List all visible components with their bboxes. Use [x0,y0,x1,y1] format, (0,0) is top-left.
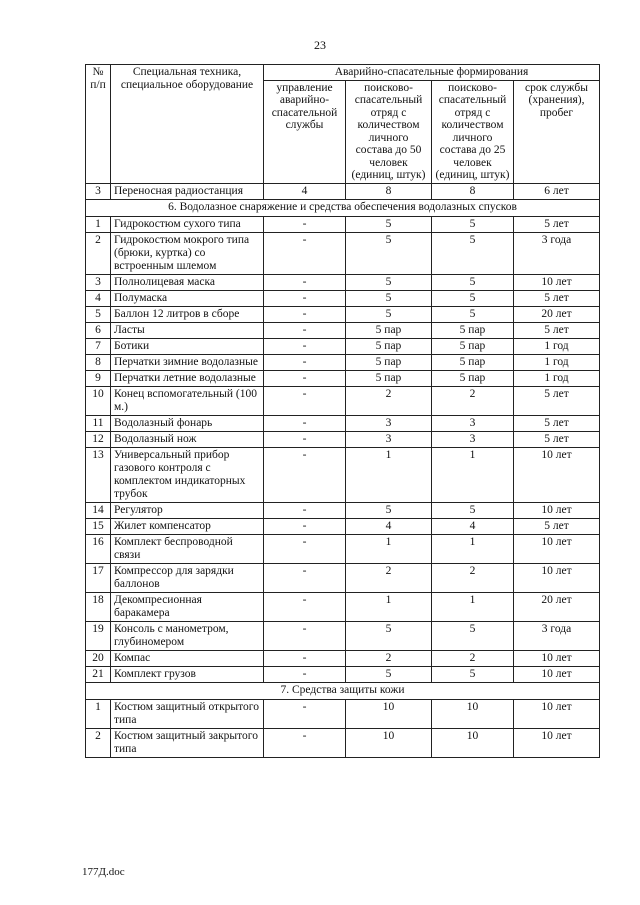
row-number: 10 [86,386,111,415]
value-team-50: 1 [346,447,432,502]
table-row [86,592,600,621]
value-management: - [264,232,346,274]
table-row [86,216,600,232]
header-name: Специальная техника, специальное оборудование [111,65,264,184]
value-team-50: 3 [346,415,432,431]
value-team-50: 1 [346,534,432,563]
item-name: Полнолицевая маска [111,274,264,290]
row-number: 1 [86,699,111,728]
table-row [86,322,600,338]
value-management: - [264,431,346,447]
row-number: 20 [86,650,111,666]
value-team-50: 5 [346,666,432,682]
table-row [86,502,600,518]
section-title: 7. Средства защиты кожи [86,682,600,699]
value-team-50: 5 [346,216,432,232]
table-row [86,183,600,199]
value-team-50: 5 пар [346,338,432,354]
value-team-25: 10 [432,728,514,757]
value-team-25: 5 [432,502,514,518]
service-life: 10 лет [514,666,600,682]
value-team-25: 8 [432,183,514,199]
item-name: Регулятор [111,502,264,518]
value-team-50: 5 [346,502,432,518]
row-number: 1 [86,216,111,232]
row-number: 18 [86,592,111,621]
item-name: Костюм защитный закрытого типа [111,728,264,757]
equipment-table [85,64,600,758]
service-life: 10 лет [514,650,600,666]
value-management: 4 [264,183,346,199]
value-team-25: 5 пар [432,370,514,386]
header-group: Аварийно-спасательные формирования [264,65,600,81]
service-life: 10 лет [514,534,600,563]
table-row [86,534,600,563]
header-num: № п/п [86,65,111,184]
value-management: - [264,338,346,354]
value-team-25: 3 [432,415,514,431]
value-management: - [264,370,346,386]
row-number: 16 [86,534,111,563]
value-team-50: 10 [346,699,432,728]
value-management: - [264,306,346,322]
service-life: 5 лет [514,415,600,431]
item-name: Водолазный нож [111,431,264,447]
item-name: Полумаска [111,290,264,306]
service-life: 10 лет [514,728,600,757]
value-team-25: 5 [432,216,514,232]
row-number: 5 [86,306,111,322]
section-row [86,199,600,216]
row-number: 7 [86,338,111,354]
service-life: 10 лет [514,447,600,502]
table-row [86,447,600,502]
value-team-25: 5 [432,274,514,290]
value-team-25: 5 [432,306,514,322]
table-body [86,183,600,757]
item-name: Баллон 12 литров в сборе [111,306,264,322]
item-name: Переносная радиостанция [111,183,264,199]
table-row [86,666,600,682]
value-team-50: 5 [346,274,432,290]
service-life: 10 лет [514,274,600,290]
item-name: Гидрокостюм мокрого типа (брюки, куртка) со встроенным шлемом [111,232,264,274]
table-row [86,518,600,534]
service-life: 6 лет [514,183,600,199]
value-team-25: 1 [432,447,514,502]
value-management: - [264,650,346,666]
item-name: Компас [111,650,264,666]
row-number: 13 [86,447,111,502]
service-life: 10 лет [514,502,600,518]
value-team-25: 2 [432,650,514,666]
value-management: - [264,274,346,290]
value-team-25: 3 [432,431,514,447]
value-management: - [264,563,346,592]
value-team-50: 2 [346,563,432,592]
item-name: Гидрокостюм сухого типа [111,216,264,232]
header-col3: поисково-спасательный отряд с количеством личного состава до 25 человек (единиц, штук) [432,80,514,183]
service-life: 10 лет [514,699,600,728]
value-team-50: 3 [346,431,432,447]
value-management: - [264,592,346,621]
table-row [86,563,600,592]
service-life: 5 лет [514,386,600,415]
page-number: 23 [314,38,326,52]
section-row [86,682,600,699]
value-team-25: 2 [432,563,514,592]
header-col4: срок службы (хранения), пробег [514,80,600,183]
table-row [86,415,600,431]
value-team-50: 5 [346,621,432,650]
service-life: 3 года [514,621,600,650]
item-name: Декомпресионная баракамера [111,592,264,621]
service-life: 1 год [514,370,600,386]
item-name: Ласты [111,322,264,338]
value-team-50: 4 [346,518,432,534]
item-name: Конец вспомогательный (100 м.) [111,386,264,415]
row-number: 17 [86,563,111,592]
row-number: 2 [86,728,111,757]
value-management: - [264,386,346,415]
item-name: Компрессор для зарядки баллонов [111,563,264,592]
value-management: - [264,666,346,682]
table-row [86,370,600,386]
table-row [86,306,600,322]
value-team-25: 10 [432,699,514,728]
value-team-50: 5 пар [346,322,432,338]
value-team-50: 2 [346,650,432,666]
value-team-50: 5 [346,306,432,322]
value-management: - [264,502,346,518]
value-team-25: 5 пар [432,354,514,370]
table-row [86,386,600,415]
value-team-25: 5 пар [432,338,514,354]
value-management: - [264,216,346,232]
table-row [86,699,600,728]
value-team-25: 5 [432,666,514,682]
item-name: Жилет компенсатор [111,518,264,534]
value-team-50: 5 [346,232,432,274]
service-life: 20 лет [514,306,600,322]
service-life: 5 лет [514,290,600,306]
table-row [86,274,600,290]
header-col1: управление аварийно-спасательной службы [264,80,346,183]
value-management: - [264,534,346,563]
section-title: 6. Водолазное снаряжение и средства обеспечения водолазных спусков [86,199,600,216]
row-number: 9 [86,370,111,386]
value-team-50: 5 [346,290,432,306]
table-row [86,728,600,757]
value-team-50: 8 [346,183,432,199]
value-management: - [264,728,346,757]
service-life: 20 лет [514,592,600,621]
item-name: Перчатки зимние водолазные [111,354,264,370]
item-name: Ботики [111,338,264,354]
value-management: - [264,447,346,502]
value-management: - [264,290,346,306]
row-number: 14 [86,502,111,518]
item-name: Комплект грузов [111,666,264,682]
value-team-50: 1 [346,592,432,621]
service-life: 10 лет [514,563,600,592]
row-number: 15 [86,518,111,534]
value-management: - [264,354,346,370]
value-team-25: 5 [432,290,514,306]
value-management: - [264,415,346,431]
item-name: Перчатки летние водолазные [111,370,264,386]
item-name: Консоль с манометром, глубиномером [111,621,264,650]
item-name: Водолазный фонарь [111,415,264,431]
item-name: Костюм защитный открытого типа [111,699,264,728]
value-team-50: 2 [346,386,432,415]
value-team-50: 5 пар [346,354,432,370]
row-number: 3 [86,183,111,199]
table-row [86,354,600,370]
value-team-50: 5 пар [346,370,432,386]
service-life: 1 год [514,354,600,370]
header-col2: поисково-спасательный отряд с количеством личного состава до 50 человек (единиц, штук) [346,80,432,183]
row-number: 19 [86,621,111,650]
value-team-25: 2 [432,386,514,415]
row-number: 6 [86,322,111,338]
value-team-25: 5 [432,232,514,274]
row-number: 4 [86,290,111,306]
value-management: - [264,518,346,534]
row-number: 2 [86,232,111,274]
table-row [86,290,600,306]
value-management: - [264,322,346,338]
table-row [86,650,600,666]
service-life: 3 года [514,232,600,274]
value-management: - [264,699,346,728]
table-row [86,621,600,650]
value-team-25: 1 [432,534,514,563]
row-number: 12 [86,431,111,447]
value-team-25: 5 [432,621,514,650]
footer-filename: 177Д.doc [82,866,125,878]
row-number: 3 [86,274,111,290]
service-life: 5 лет [514,518,600,534]
service-life: 5 лет [514,322,600,338]
value-team-50: 10 [346,728,432,757]
row-number: 8 [86,354,111,370]
table-row [86,338,600,354]
row-number: 21 [86,666,111,682]
value-team-25: 5 пар [432,322,514,338]
item-name: Универсальный прибор газового контроля с комплектом индикаторных трубок [111,447,264,502]
service-life: 5 лет [514,431,600,447]
row-number: 11 [86,415,111,431]
value-management: - [264,621,346,650]
service-life: 1 год [514,338,600,354]
item-name: Комплект беспроводной связи [111,534,264,563]
table-row [86,232,600,274]
service-life: 5 лет [514,216,600,232]
table-row [86,431,600,447]
value-team-25: 1 [432,592,514,621]
value-team-25: 4 [432,518,514,534]
